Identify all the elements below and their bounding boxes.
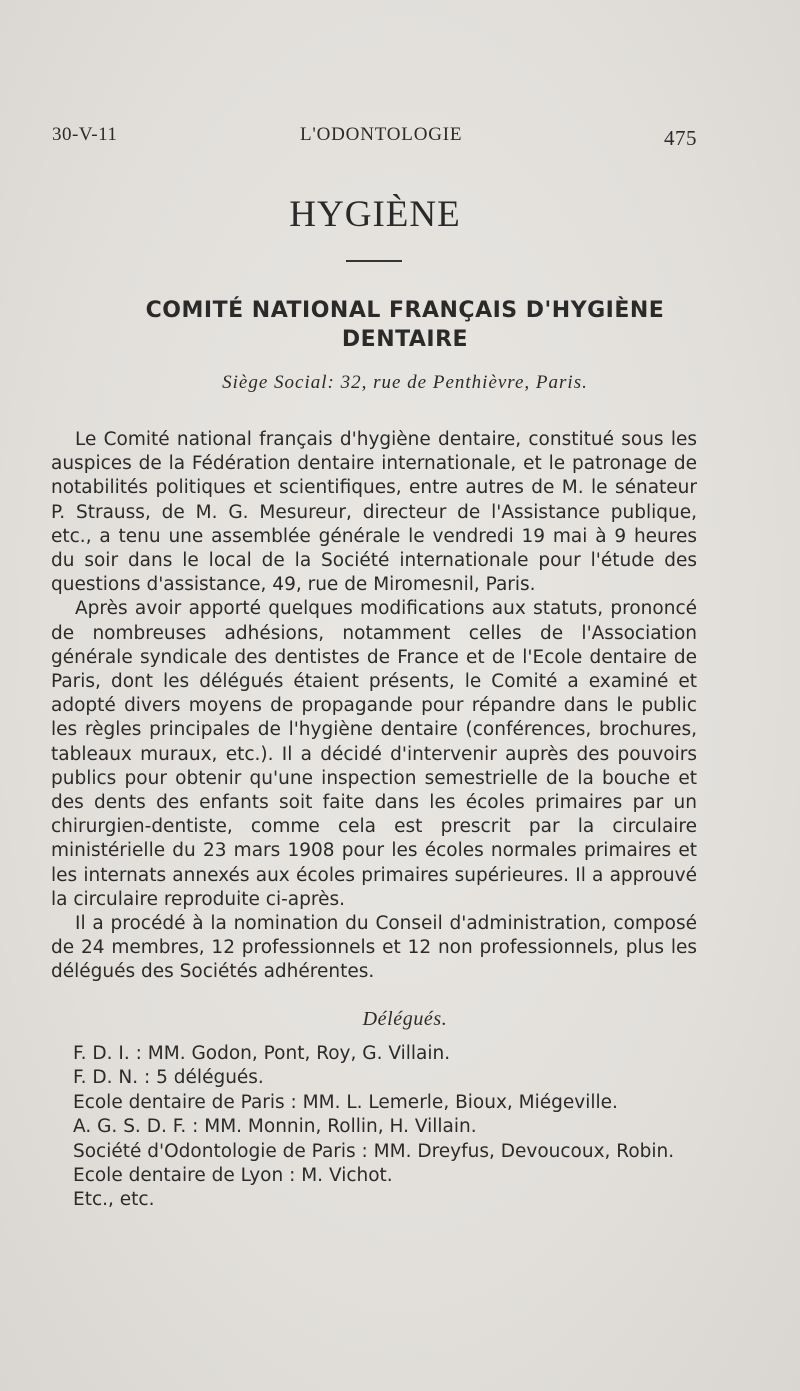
- list-item: Société d'Odontologie de Paris : MM. Dreyfus, Devoucoux, Robin.: [73, 1140, 675, 1162]
- list-item: Ecole dentaire de Paris : MM. L. Lemerle, Bioux, Miégeville.: [73, 1091, 618, 1113]
- article-body: [51, 428, 697, 985]
- journal-title: L'ODONTOLOGIE: [300, 124, 463, 145]
- delegates-list: [51, 1042, 697, 1213]
- list-item: F. D. N. : 5 délégués.: [73, 1067, 264, 1089]
- article-heading: [60, 296, 750, 354]
- issue-date: 30-V-11: [52, 124, 118, 145]
- paragraph: Il a procédé à la nomination du Conseil d'administration, composé de 24 membres, 12 professionnels et 12 non professionnels, plus les délégués des Sociétés adhérentes.: [51, 913, 697, 983]
- list-item: F. D. I. : MM. Godon, Pont, Roy, G. Villain.: [73, 1043, 451, 1064]
- delegates-title: Délégués.: [362, 1008, 448, 1030]
- heading-line-1: COMITÉ NATIONAL FRANÇAIS D'HYGIÈNE: [145, 298, 665, 323]
- heading-line-2: DENTAIRE: [341, 327, 469, 352]
- list-item: Ecole dentaire de Lyon : M. Vichot.: [73, 1165, 393, 1187]
- paragraph: Le Comité national français d'hygiène dentaire, constitué sous les auspices de la Fédération dentaire internationale, et le patronage de notabilités politiques et scientifiques, entre autres de M. le sénateur P. Strauss, de M. G. Mesureur, directeur de l'Assistance publique, etc., a tenu une assemblée générale le vendredi 19 mai à 9 heures du soir dans le local de la Société internationale pour l'étude des questions d'assistance, 49, rue de Miromesnil, Paris.: [51, 429, 697, 596]
- paragraph: Après avoir apporté quelques modifications aux statuts, prononcé de nombreuses adhésions, notamment celles de l'Association générale syndicale des dentistes de France et de l'Ecole dentaire de Paris, dont les délégués étaient présents, le Comité a examiné et adopté divers moyens de propagande pour répandre dans le public les règles principales de l'hygiène dentaire (conférences, brochures, tableaux muraux, etc.). Il a décidé d'intervenir auprès des pouvoirs publics pour obtenir qu'une inspection semestrielle de la bouche et des dents des enfants soit faite dans les écoles primaires par un chirurgien-dentiste, comme cela est prescrit par la circulaire ministérielle du 23 mars 1908 pour les écoles normales primaires et les internats annexés aux écoles primaires supérieures. Il a approuvé la circulaire reproduite ci-après.: [51, 598, 697, 910]
- running-head: [52, 120, 697, 150]
- divider-rule: [346, 260, 402, 262]
- section-title: HYGIÈNE: [289, 194, 461, 235]
- page-number: 475: [664, 126, 697, 150]
- list-item: A. G. S. D. F. : MM. Monnin, Rollin, H. Villain.: [73, 1116, 477, 1138]
- address-line: Siège Social: 32, rue de Penthièvre, Paris.: [222, 372, 588, 393]
- list-item: Etc., etc.: [73, 1189, 155, 1211]
